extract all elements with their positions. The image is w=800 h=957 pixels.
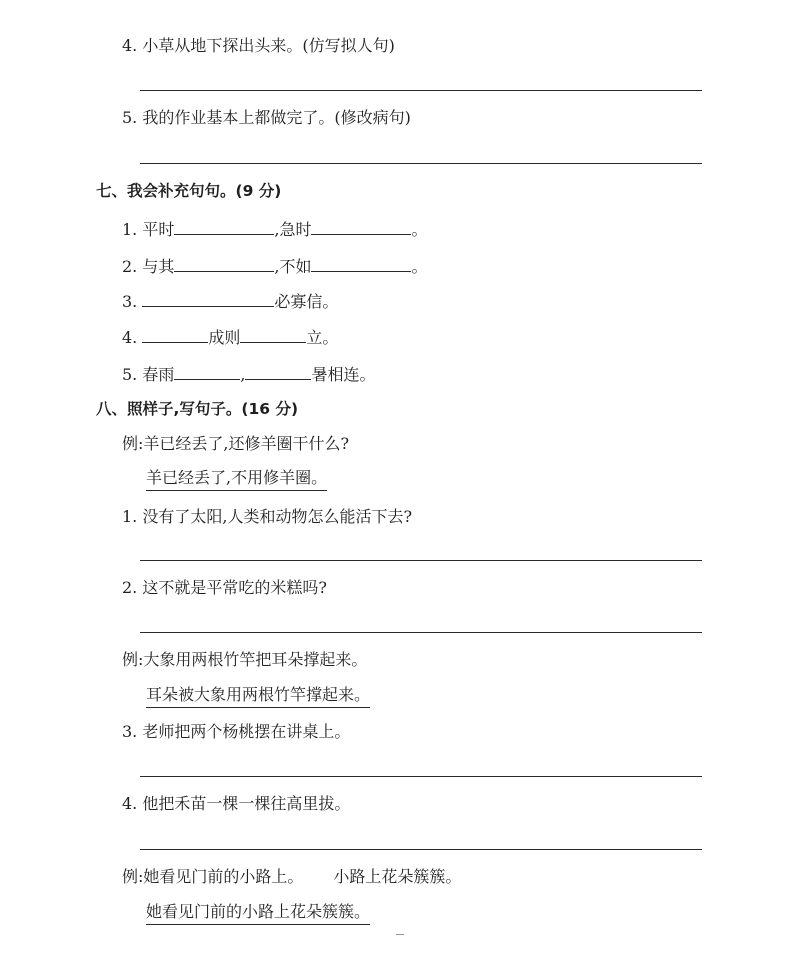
page-edge-mark xyxy=(396,934,404,935)
q7-4-middle: 成则 xyxy=(208,328,241,347)
section-7-heading: 七、我会补充句句。(9 分) xyxy=(96,182,282,200)
question-7-5 xyxy=(122,363,375,385)
answer-line-8-3[interactable] xyxy=(140,776,702,777)
question-7-1 xyxy=(122,218,427,240)
q7-3-end: 必寡信。 xyxy=(274,292,339,311)
question-8-4: 4. 他把禾苗一棵一棵往高里拔。 xyxy=(122,794,351,813)
question-7-3 xyxy=(122,290,338,312)
answer-line-6-4[interactable] xyxy=(140,90,702,91)
fill-blank[interactable] xyxy=(240,326,306,343)
example-2-answer: 耳朵被大象用两根竹竿撑起来。 xyxy=(146,685,370,708)
fill-blank[interactable] xyxy=(311,255,411,272)
q7-5-middle: , xyxy=(240,365,246,384)
question-8-1: 1. 没有了太阳,人类和动物怎么能活下去? xyxy=(122,507,413,526)
fill-blank[interactable] xyxy=(142,326,208,343)
answer-line-8-1[interactable] xyxy=(140,560,702,561)
example-2-question: 例:大象用两根竹竿把耳朵撑起来。 xyxy=(122,650,368,669)
example-3-question-part2: 小路上花朵簇簇。 xyxy=(333,867,462,886)
q7-5-prefix: 5. 春雨 xyxy=(122,365,175,384)
q7-2-middle: ,不如 xyxy=(274,257,312,276)
question-7-4 xyxy=(122,326,338,348)
q7-4-prefix: 4. xyxy=(122,328,138,347)
example-3-question-part1: 例:她看见门前的小路上。 xyxy=(122,867,304,886)
fill-blank[interactable] xyxy=(142,290,274,307)
example-3-answer: 她看见门前的小路上花朵簇簇。 xyxy=(146,902,370,925)
answer-line-8-2[interactable] xyxy=(140,632,702,633)
q7-1-middle: ,急时 xyxy=(274,220,312,239)
question-6-5: 5. 我的作业基本上都做完了。(修改病句) xyxy=(122,108,411,127)
answer-line-6-5[interactable] xyxy=(140,163,702,164)
question-8-3: 3. 老师把两个杨桃摆在讲桌上。 xyxy=(122,722,351,741)
q7-3-prefix: 3. xyxy=(122,292,138,311)
answer-line-8-4[interactable] xyxy=(140,849,702,850)
q7-5-end: 暑相连。 xyxy=(311,365,376,384)
q7-1-end: 。 xyxy=(411,220,428,239)
fill-blank[interactable] xyxy=(174,218,274,235)
example-3-question xyxy=(122,867,461,887)
question-6-4: 4. 小草从地下探出头来。(仿写拟人句) xyxy=(122,36,395,55)
fill-blank[interactable] xyxy=(245,363,311,380)
example-1-answer: 羊已经丢了,不用修羊圈。 xyxy=(146,468,327,491)
section-8-heading: 八、照样子,写句子。(16 分) xyxy=(96,400,299,418)
question-7-2 xyxy=(122,255,427,277)
example-1-question: 例:羊已经丢了,还修羊圈干什么? xyxy=(122,434,350,453)
fill-blank[interactable] xyxy=(311,218,411,235)
q7-1-prefix: 1. 平时 xyxy=(122,220,175,239)
q7-2-end: 。 xyxy=(411,257,428,276)
q7-4-end: 立。 xyxy=(306,328,339,347)
question-8-2: 2. 这不就是平常吃的米糕吗? xyxy=(122,578,327,597)
fill-blank[interactable] xyxy=(174,363,240,380)
fill-blank[interactable] xyxy=(174,255,274,272)
q7-2-prefix: 2. 与其 xyxy=(122,257,175,276)
